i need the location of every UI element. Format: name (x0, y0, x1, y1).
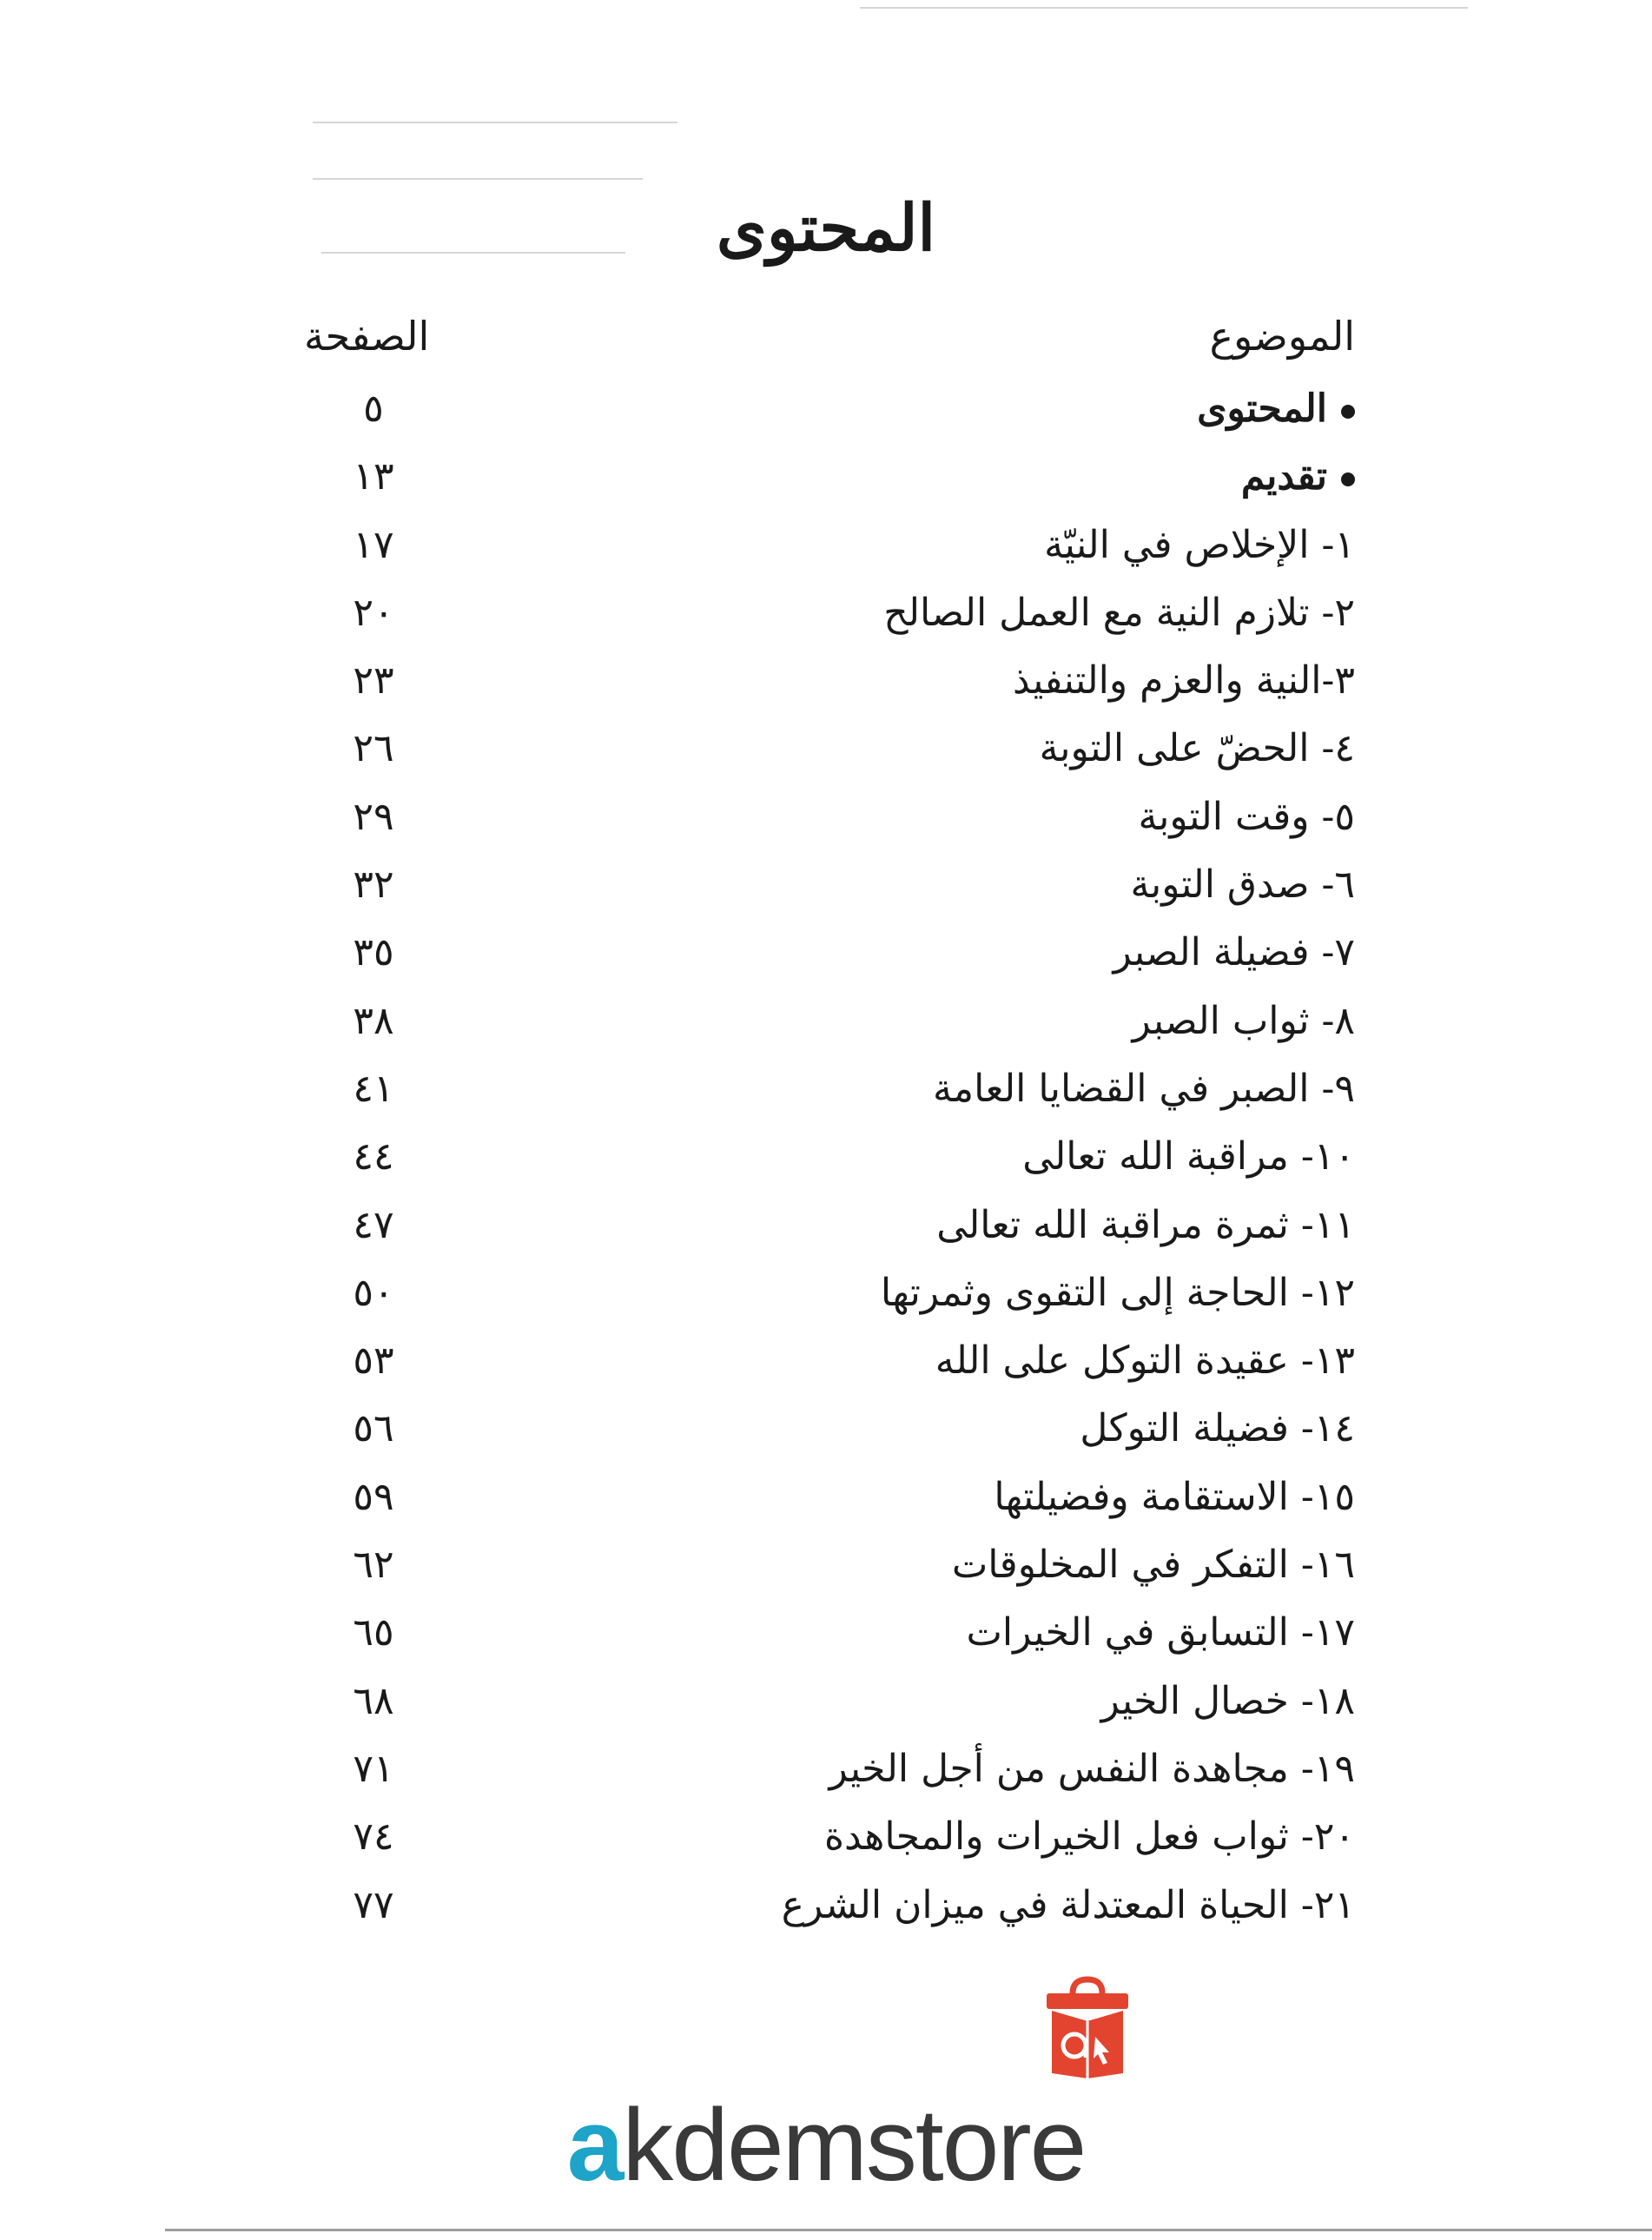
toc-entry[interactable] (287, 375, 1355, 443)
toc-entry[interactable] (287, 1464, 1355, 1531)
toc-entry-page: ٢٦ (353, 726, 394, 771)
toc-entry-title: ١٢- الحاجة إلى التقوى وثمرتها (880, 1270, 1355, 1315)
toc-entry[interactable] (287, 647, 1355, 715)
toc-entry-page: ٥ (363, 387, 384, 431)
toc-entry-title: ١٧- التسابق في الخيرات (966, 1610, 1355, 1655)
toc-entry-title: ٤- الحضّ على التوبة (1039, 726, 1355, 771)
scan-artifact (860, 7, 1468, 9)
toc-entry-page: ٤٤ (353, 1134, 394, 1179)
table-of-contents (287, 375, 1355, 1939)
toc-entry-page: ٤٧ (353, 1202, 394, 1247)
toc-entry-title: ٣-النية والعزم والتنفيذ (1013, 658, 1355, 704)
toc-entry-title: ١٨- خصال الخير (1100, 1678, 1355, 1723)
toc-entry-title: ١٣- عقيدة التوكل على الله (935, 1338, 1355, 1384)
toc-entry-title: ١٥- الاستقامة وفضيلتها (994, 1474, 1355, 1519)
toc-entry-page: ٦٢ (353, 1543, 394, 1588)
toc-entry[interactable] (287, 579, 1355, 647)
toc-entry[interactable] (287, 1192, 1355, 1259)
toc-entry-title: تقديم (1241, 443, 1355, 511)
toc-entry-title: المحتوى (1197, 375, 1355, 443)
toc-entry-page: ٧١ (353, 1746, 394, 1791)
toc-entry-title: ١١- ثمرة مراقبة الله تعالى (936, 1202, 1355, 1247)
scan-artifact (313, 178, 643, 180)
toc-entry-title: ٢٠- ثواب فعل الخيرات والمجاهدة (824, 1814, 1355, 1860)
toc-entry[interactable] (287, 443, 1355, 511)
toc-entry-page: ٥٩ (353, 1474, 394, 1519)
akdemstore-wordmark: akdemstore (566, 2088, 1086, 2203)
page-bottom-edge (165, 2229, 1652, 2231)
topic-column-header: الموضوع (1209, 313, 1355, 360)
toc-entry-page: ٦٥ (353, 1610, 394, 1655)
toc-entry[interactable] (287, 919, 1355, 987)
toc-entry[interactable] (287, 1531, 1355, 1599)
toc-entry-page: ٢٠ (353, 590, 394, 635)
toc-entry-title: ٨- ثواب الصبر (1132, 998, 1355, 1043)
toc-entry-page: ٣٥ (353, 930, 394, 975)
toc-entry-page: ٣٢ (353, 862, 394, 908)
toc-entry-page: ٢٣ (353, 658, 394, 704)
toc-entry-title: ١٤- فضيلة التوكل (1080, 1406, 1355, 1451)
toc-entry-page: ٣٨ (353, 998, 394, 1043)
toc-entry-title: ١٠- مراقبة الله تعالى (1022, 1134, 1355, 1179)
toc-entry[interactable] (287, 1327, 1355, 1395)
toc-header (287, 313, 1355, 373)
page-title: المحتوى (716, 190, 936, 266)
toc-entry[interactable] (287, 988, 1355, 1055)
toc-entry-title: ٦- صدق التوبة (1130, 862, 1355, 908)
bullet-icon (1341, 405, 1355, 419)
toc-entry-page: ٥٣ (353, 1338, 394, 1384)
toc-entry[interactable] (287, 1735, 1355, 1803)
toc-entry[interactable] (287, 851, 1355, 919)
toc-entry[interactable] (287, 1055, 1355, 1123)
toc-entry-title: ٥- وقت التوبة (1138, 794, 1355, 839)
toc-entry[interactable] (287, 512, 1355, 579)
page-column-header: الصفحة (304, 313, 430, 360)
toc-entry-page: ٦٨ (353, 1678, 394, 1723)
toc-entry-title: ٩- الصبر في القضايا العامة (932, 1066, 1355, 1111)
toc-entry[interactable] (287, 1599, 1355, 1667)
toc-entry-page: ١٧ (353, 522, 394, 567)
toc-entry[interactable] (287, 1872, 1355, 1939)
toc-entry-page: ٢٩ (353, 794, 394, 839)
scan-artifact (313, 122, 677, 123)
toc-entry[interactable] (287, 1123, 1355, 1191)
toc-entry-page: ٤١ (353, 1066, 394, 1111)
toc-entry[interactable] (287, 1668, 1355, 1735)
toc-entry-page: ١٣ (353, 454, 394, 499)
toc-entry-page: ٧٤ (353, 1814, 394, 1860)
toc-entry[interactable] (287, 783, 1355, 851)
toc-entry-title: ١٩- مجاهدة النفس من أجل الخير (829, 1746, 1355, 1791)
toc-entry[interactable] (287, 715, 1355, 783)
toc-entry[interactable] (287, 1803, 1355, 1871)
toc-entry-page: ٥٠ (353, 1270, 394, 1315)
toc-entry-page: ٥٦ (353, 1406, 394, 1451)
toc-entry[interactable] (287, 1259, 1355, 1327)
bullet-icon (1341, 472, 1355, 486)
toc-entry-title: ٧- فضيلة الصبر (1113, 930, 1355, 975)
toc-entry-title: ٢١- الحياة المعتدلة في ميزان الشرع (781, 1882, 1355, 1927)
toc-entry-page: ٧٧ (353, 1882, 394, 1927)
store-bag-icon (1040, 1976, 1135, 2080)
toc-entry-title: ١٦- التفكر في المخلوقات (951, 1543, 1355, 1588)
toc-entry-title: ٢- تلازم النية مع العمل الصالح (883, 590, 1355, 635)
toc-entry[interactable] (287, 1395, 1355, 1463)
toc-entry-title: ١- الإخلاص في النيّة (1044, 522, 1355, 567)
